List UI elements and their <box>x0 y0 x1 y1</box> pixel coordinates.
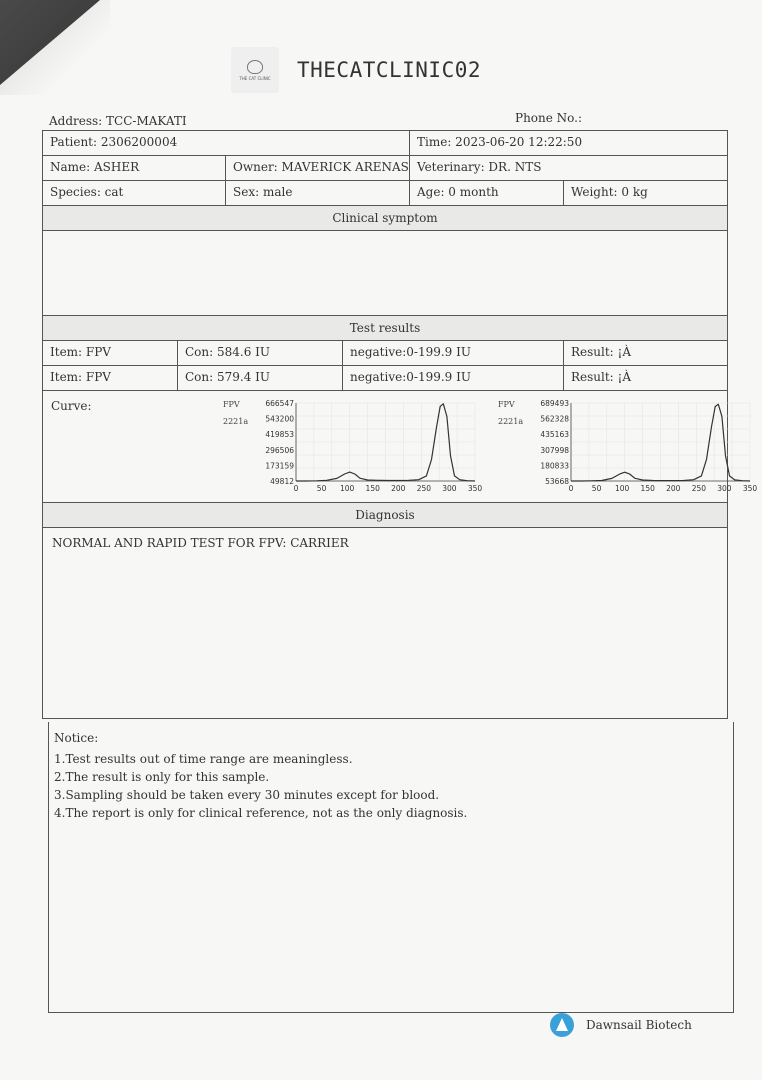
y-tick-label: 435163 <box>540 430 569 440</box>
curve-label: Curve: <box>51 399 92 413</box>
brand-name: Dawnsail Biotech <box>586 1018 692 1032</box>
notice-line-2: 2.The result is only for this sample. <box>54 770 270 784</box>
x-tick-label: 0 <box>568 484 574 493</box>
x-tick-label: 50 <box>591 484 602 493</box>
result-item: Item: FPV <box>43 366 178 390</box>
clinical-symptom-body <box>43 231 727 316</box>
result-concentration: Con: 584.6 IU <box>178 341 343 365</box>
y-tick-label: 49812 <box>270 477 294 486</box>
x-tick-label: 50 <box>316 484 327 493</box>
legend-analyte: FPV <box>498 400 515 409</box>
test-results-header <box>43 316 727 341</box>
result-concentration: Con: 579.4 IU <box>178 366 343 390</box>
cat-face-icon <box>247 60 263 74</box>
owner-name: Owner: MAVERICK ARENAS <box>226 156 410 180</box>
test-time: Time: 2023-06-20 12:22:50 <box>417 135 583 149</box>
legend-analyte: FPV <box>223 400 240 409</box>
notice-title: Notice: <box>54 731 99 745</box>
notice-line-1: 1.Test results out of time range are meaningless. <box>54 752 353 766</box>
notice-line-4: 4.The report is only for clinical reference, not as the only diagnosis. <box>54 806 468 820</box>
y-tick-label: 562328 <box>540 414 569 424</box>
sex: Sex: male <box>226 181 410 205</box>
species-row <box>43 181 727 206</box>
patient-id: Patient: 2306200004 <box>43 131 410 155</box>
y-tick-label: 307998 <box>540 445 569 455</box>
result-value: Result: ¡À <box>571 370 632 384</box>
veterinary-name: Veterinary: DR. NTS <box>417 160 542 174</box>
diagnosis-body <box>43 528 727 718</box>
brand-footer <box>550 1013 692 1037</box>
logo-text: THE CAT CLINIC <box>239 75 271 81</box>
weight: Weight: 0 kg <box>571 185 648 199</box>
patient-row <box>43 131 727 156</box>
x-tick-label: 150 <box>640 484 655 493</box>
report-table <box>42 130 758 719</box>
x-tick-label: 300 <box>717 484 732 493</box>
notice-line-3: 3.Sampling should be taken every 30 minutes except for blood. <box>54 788 440 802</box>
diagnosis-text: NORMAL AND RAPID TEST FOR FPV: CARRIER <box>52 536 349 550</box>
phone-number: Phone No.: <box>515 111 583 125</box>
x-tick-label: 200 <box>666 484 681 493</box>
species: Species: cat <box>43 181 226 205</box>
dawnsail-logo-icon <box>550 1013 574 1037</box>
result-row <box>43 341 727 366</box>
diagnosis-title: Diagnosis <box>355 508 415 522</box>
y-tick-label: 689493 <box>540 399 569 408</box>
result-range: negative:0-199.9 IU <box>343 366 564 390</box>
x-tick-label: 100 <box>339 484 355 493</box>
clinic-logo <box>231 47 279 93</box>
test-results-title: Test results <box>349 321 421 335</box>
result-range: negative:0-199.9 IU <box>343 341 564 365</box>
name-row <box>43 156 727 181</box>
y-tick-label: 53668 <box>545 477 569 486</box>
result-item: Item: FPV <box>43 341 178 365</box>
pet-name: Name: ASHER <box>43 156 226 180</box>
clinic-name: THECATCLINIC02 <box>297 58 482 82</box>
y-tick-label: 419853 <box>265 430 294 440</box>
diagnosis-header <box>43 503 727 528</box>
y-tick-label: 180833 <box>540 461 569 471</box>
legend-batch: 2221a <box>498 417 524 426</box>
x-tick-label: 150 <box>365 484 380 493</box>
x-tick-label: 300 <box>442 484 457 493</box>
clinical-symptom-header <box>43 206 727 231</box>
legend-batch: 2221a <box>223 417 249 426</box>
result-row <box>43 366 727 391</box>
x-tick-label: 350 <box>742 484 758 493</box>
x-tick-label: 200 <box>391 484 406 493</box>
y-tick-label: 666547 <box>265 399 294 408</box>
age: Age: 0 month <box>410 181 564 205</box>
y-tick-label: 296506 <box>265 445 294 455</box>
y-tick-label: 543200 <box>265 414 294 424</box>
x-tick-label: 0 <box>293 484 299 493</box>
fpv-curve-chart-1 <box>173 391 483 503</box>
x-tick-label: 250 <box>416 484 432 493</box>
page-fold-shadow <box>0 0 110 95</box>
x-tick-label: 350 <box>467 484 483 493</box>
curve-row <box>43 391 758 503</box>
x-tick-label: 100 <box>614 484 630 493</box>
address: Address: TCC-MAKATI <box>49 114 187 128</box>
fpv-curve-chart-2 <box>448 391 758 503</box>
x-tick-label: 250 <box>691 484 707 493</box>
y-tick-label: 173159 <box>265 461 294 471</box>
result-value: Result: ¡À <box>571 345 632 359</box>
clinical-symptom-title: Clinical symptom <box>332 211 438 225</box>
